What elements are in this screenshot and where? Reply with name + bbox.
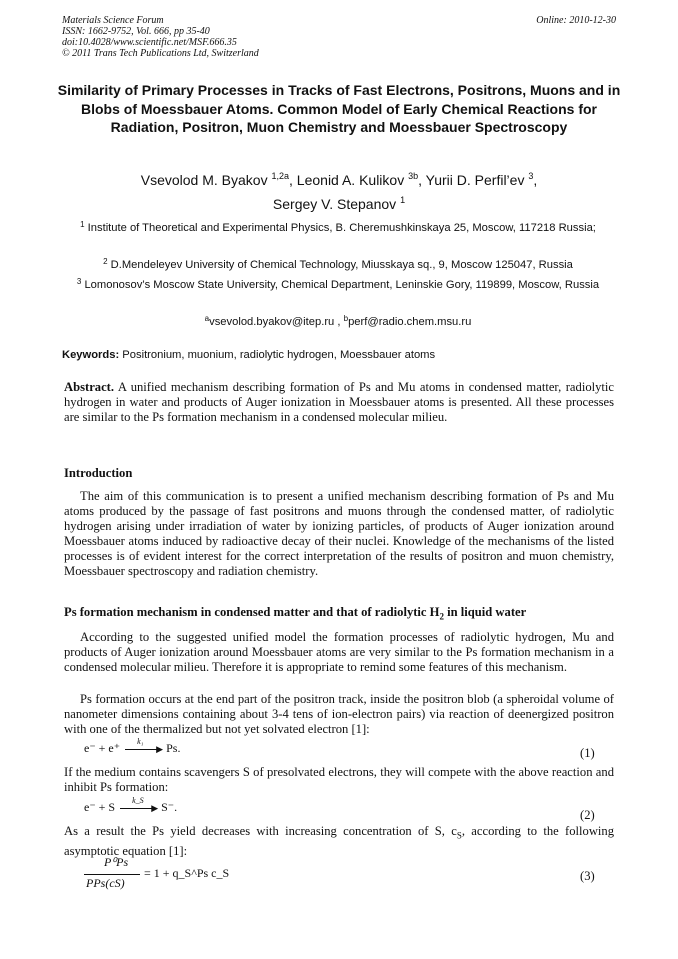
keywords-label: Keywords: <box>62 349 120 361</box>
paragraph-text: As a result the Ps yield decreases with increasing concentration of S, c <box>64 824 457 838</box>
equation-2 <box>84 795 178 815</box>
paragraph-text: If the medium contains scavengers S of presolvated electrons, they will compete with the above reaction and inhibit Ps formation: <box>64 765 614 795</box>
author-emails <box>62 315 614 329</box>
introduction-heading: Introduction <box>64 466 133 480</box>
online-date: Online: 2010-12-30 <box>536 15 616 26</box>
email-marker: b <box>343 314 349 323</box>
author-name: Sergey V. Stepanov <box>272 196 397 212</box>
paragraph-text: , according to the following asymptotic equation [1]: <box>64 824 615 858</box>
abstract <box>64 380 614 425</box>
equation-lhs: e⁻ + e⁺ <box>84 741 121 755</box>
affiliation-text: Institute of Theoretical and Experimental Physics, B. Cheremushkinskaya 25, Moscow, 117218 Russia; <box>87 222 596 234</box>
affiliation-text: Lomonosov’s Moscow State University, Chemical Department, Leninskie Gory, 119899, Moscow, Russia <box>84 279 600 291</box>
reaction-arrow-icon: k₁ ▶ <box>125 749 161 750</box>
affiliation-number: 1 <box>80 220 85 229</box>
publication-metadata <box>62 15 618 59</box>
section-paragraph-3 <box>64 765 614 795</box>
author-name: Yurii D. Perfil’ev <box>425 172 525 188</box>
author-name: Leonid A. Kulikov <box>296 172 405 188</box>
abstract-label: Abstract. <box>64 380 115 394</box>
author-affil-marker: 3b <box>408 171 419 181</box>
email-marker: a <box>204 314 210 323</box>
equation-lhs: e⁻ + S <box>84 800 116 814</box>
rate-constant: k₁ <box>137 736 144 746</box>
introduction-text: The aim of this communication is to present a unified mechanism describing formation of Ps and Mu atoms produced by the passage of fast positrons and muons through the condensed matter, of radiolytic hydrogen arising under irradiation of water by ionizing particles, of products of Auger ionization around Moessbauer atoms induced by radioactive decay of their nuclei. Knowledge of the mechanisms of the listed processes is of evident interest for the correct interpretation of the results of positron and muon chemistry, Moessbauer spectroscopy and radiation chemistry. <box>64 489 614 579</box>
fraction-numerator: P⁰Ps <box>104 855 129 869</box>
equation-period: . <box>177 741 181 755</box>
equation-period: . <box>174 800 178 814</box>
rate-constant: k_S <box>132 795 144 805</box>
reaction-arrow-icon: k_S ▶ <box>120 808 156 809</box>
section-heading-text: in liquid water <box>443 605 527 619</box>
affiliation-number: 2 <box>103 257 108 266</box>
affiliation-text: D.Mendeleyev University of Chemical Technology, Miusskaya sq., 9, Moscow 125047, Russia <box>110 259 573 271</box>
paragraph-text: According to the suggested unified model the formation processes of radiolytic hydrogen, Mu and products of Auger ionization around Moessbauer atoms are very similar to the Ps formation mechanism in a condensed molecular milieu. Therefore it is appropriate to remind some features of this mechanism. <box>64 630 614 675</box>
email-separator: , <box>334 316 344 328</box>
section-paragraph-2 <box>64 692 614 737</box>
section-paragraph-1 <box>64 630 614 675</box>
affiliation-3 <box>62 278 614 292</box>
email-b[interactable]: perf@radio.chem.msu.ru <box>348 316 472 328</box>
doi: doi:10.4028/www.scientific.net/MSF.666.35 <box>62 37 237 48</box>
equation-rhs: S⁻ <box>161 800 175 814</box>
author-affil-marker: 3 <box>528 171 534 181</box>
author-name: Vsevolod M. Byakov <box>140 172 268 188</box>
author-affil-marker: 1 <box>400 195 406 205</box>
author-affil-marker: 1,2a <box>271 171 290 181</box>
introduction-paragraph <box>64 489 614 580</box>
affiliation-1 <box>62 221 614 235</box>
section-heading-subscript: 2 <box>439 611 444 622</box>
affiliation-number: 3 <box>76 277 82 286</box>
equation-rhs: = 1 + q_S^Ps c_S <box>144 866 230 880</box>
equation-number: (1) <box>580 746 595 760</box>
keywords <box>62 349 618 361</box>
equation-1 <box>84 736 181 756</box>
section-heading <box>64 605 526 622</box>
author-list: Vsevolod M. Byakov $^{1,2a}$, Leonid A. Kulikov $^{3b}$, Yurii D. Perfil’ev $^3$, Sergey V. Stepanov $^1$ <box>140 171 538 212</box>
email-a[interactable]: vsevolod.byakov@itep.ru <box>209 316 335 328</box>
copyright: © 2011 Trans Tech Publications Ltd, Switzerland <box>62 48 259 59</box>
affiliation-2 <box>62 258 614 272</box>
equation-rhs: Ps <box>166 741 178 755</box>
journal-name: Materials Science Forum <box>62 15 164 26</box>
issn: ISSN: 1662-9752, Vol. 666, pp 35-40 <box>62 26 210 37</box>
section-heading-text: Ps formation mechanism in condensed matter and that of radiolytic H <box>64 605 440 619</box>
equation-number: (2) <box>580 808 595 822</box>
equation-number: (3) <box>580 869 595 883</box>
keywords-text: Positronium, muonium, radiolytic hydrogen, Moessbauer atoms <box>119 349 436 361</box>
abstract-text: A unified mechanism describing formation of Ps and Mu atoms in condensed matter, radiolytic hydrogen in water and products of Auger ionization in Moessbauer atoms is presented. All these processes are similar to the Ps formation mechanism in a condensed molecular milieu. <box>64 380 614 425</box>
fraction-denominator: PPs(cS) <box>86 876 125 890</box>
paragraph-text: Ps formation occurs at the end part of the positron track, inside the positron blob (a spheroidal volume of nanometer dimensions containing about 3-4 tens of ion-electron pairs) via reaction of deenergized positron with one of the thermalized but not yet solvated electron [1]: <box>64 692 614 737</box>
subscript: S <box>456 830 462 841</box>
paper-title: Similarity of Primary Processes in Tracks of Fast Electrons, Positrons, Muons and in Blobs of Moessbauer Atoms. Common Model of Early Chemical Reactions for Radiation, Positron, Muon Chemistry and Moessbauer Spectroscopy <box>57 82 621 135</box>
fraction-bar <box>84 874 140 875</box>
section-paragraph-4 <box>64 824 614 859</box>
